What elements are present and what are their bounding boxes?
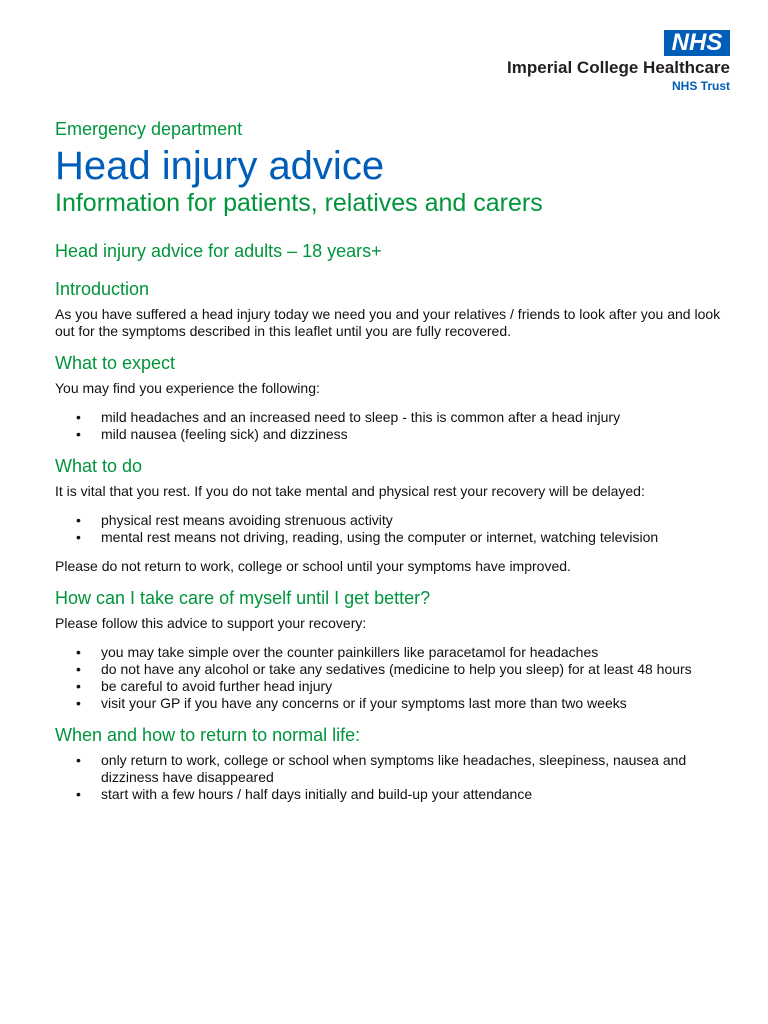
bullet-icon: • xyxy=(76,426,81,442)
list-item xyxy=(76,409,723,426)
list-item xyxy=(76,529,723,546)
return-list xyxy=(55,752,723,803)
list-item xyxy=(76,426,723,443)
list-item xyxy=(76,644,723,661)
list-item-text: mild nausea (feeling sick) and dizziness xyxy=(101,426,348,442)
bullet-icon: • xyxy=(76,644,81,660)
list-item-text: do not have any alcohol or take any sedatives (medicine to help you sleep) for at least 48 hours xyxy=(101,661,692,677)
bullet-icon: • xyxy=(76,529,81,545)
list-item-text: only return to work, college or school when symptoms like headaches, sleepiness, nausea and dizziness have disappeared xyxy=(101,752,687,785)
list-item-text: be careful to avoid further head injury xyxy=(101,678,333,694)
page-subtitle: Information for patients, relatives and carers xyxy=(55,189,543,217)
department-label: Emergency department xyxy=(55,119,243,139)
expect-intro: You may find you experience the following: xyxy=(55,380,320,396)
care-heading: How can I take care of myself until I get better? xyxy=(55,588,431,608)
return-heading: When and how to return to normal life: xyxy=(55,725,361,745)
care-intro: Please follow this advice to support your recovery: xyxy=(55,615,367,631)
todo-heading: What to do xyxy=(55,456,143,476)
list-item-text: mental rest means not driving, reading, using the computer or internet, watching television xyxy=(101,529,659,545)
introduction-heading: Introduction xyxy=(55,279,150,299)
bullet-icon: • xyxy=(76,661,81,677)
bullet-icon: • xyxy=(76,695,81,711)
nhs-logo: NHS xyxy=(664,30,730,56)
list-item xyxy=(76,752,723,786)
list-item-text: physical rest means avoiding strenuous activity xyxy=(101,512,393,528)
document-content xyxy=(55,118,723,815)
todo-list xyxy=(55,512,723,546)
list-item xyxy=(76,695,723,712)
bullet-icon: • xyxy=(76,786,81,802)
page-title: Head injury advice xyxy=(55,144,385,188)
todo-outro: Please do not return to work, college or school until your symptoms have improved. xyxy=(55,558,571,574)
bullet-icon: • xyxy=(76,409,81,425)
care-list xyxy=(55,644,723,712)
introduction-text: As you have suffered a head injury today we need you and your relatives / friends to look after you and look out for the symptoms described in this leaflet until you are fully recovered. xyxy=(55,306,721,339)
list-item xyxy=(76,678,723,695)
list-item xyxy=(76,786,723,803)
list-item-text: mild headaches and an increased need to sleep - this is common after a head injury xyxy=(101,409,621,425)
todo-intro: It is vital that you rest. If you do not take mental and physical rest your recovery will be delayed: xyxy=(55,483,645,499)
audience-heading: Head injury advice for adults – 18 years+ xyxy=(55,241,382,261)
list-item xyxy=(76,661,723,678)
nhs-logo-block xyxy=(470,30,730,100)
bullet-icon: • xyxy=(76,512,81,528)
expect-heading: What to expect xyxy=(55,353,176,373)
list-item-text: you may take simple over the counter painkillers like paracetamol for headaches xyxy=(101,644,599,660)
expect-list xyxy=(55,409,723,443)
organisation-name: Imperial College Healthcare xyxy=(507,58,730,77)
list-item-text: start with a few hours / half days initially and build-up your attendance xyxy=(101,786,533,802)
bullet-icon: • xyxy=(76,678,81,694)
bullet-icon: • xyxy=(76,752,81,768)
list-item-text: visit your GP if you have any concerns or if your symptoms last more than two weeks xyxy=(101,695,627,711)
list-item xyxy=(76,512,723,529)
trust-name: NHS Trust xyxy=(671,79,730,93)
